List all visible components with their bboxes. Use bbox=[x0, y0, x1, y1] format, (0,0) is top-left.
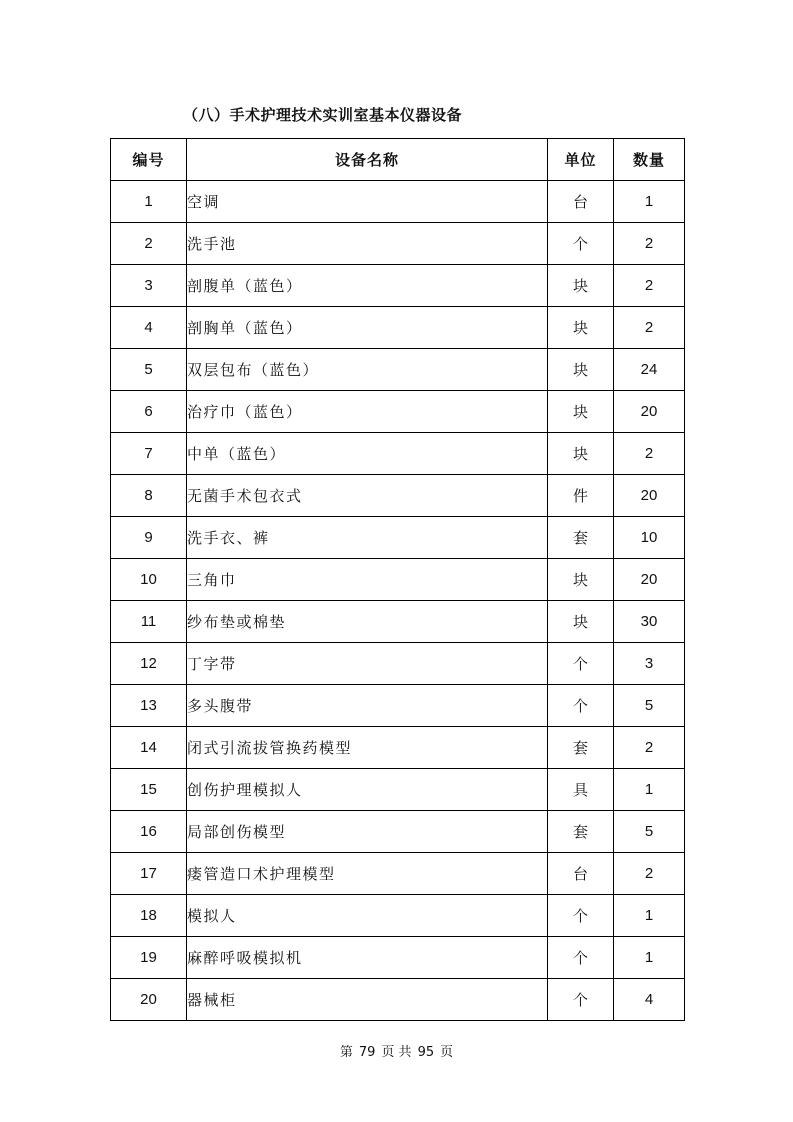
table-row bbox=[111, 433, 685, 475]
table-row bbox=[111, 223, 685, 265]
cell-number: 11 bbox=[111, 601, 187, 643]
header-name: 设备名称 bbox=[187, 139, 548, 181]
cell-name: 闭式引流拔管换药模型 bbox=[187, 727, 548, 769]
cell-name: 无菌手术包衣式 bbox=[187, 475, 548, 517]
cell-quantity: 2 bbox=[614, 307, 685, 349]
cell-number: 6 bbox=[111, 391, 187, 433]
cell-quantity: 1 bbox=[614, 895, 685, 937]
cell-unit: 个 bbox=[548, 223, 614, 265]
cell-unit: 个 bbox=[548, 895, 614, 937]
cell-quantity: 24 bbox=[614, 349, 685, 391]
cell-number: 5 bbox=[111, 349, 187, 391]
cell-unit: 套 bbox=[548, 811, 614, 853]
cell-unit: 套 bbox=[548, 517, 614, 559]
cell-name: 局部创伤模型 bbox=[187, 811, 548, 853]
cell-number: 7 bbox=[111, 433, 187, 475]
cell-name: 创伤护理模拟人 bbox=[187, 769, 548, 811]
cell-name: 模拟人 bbox=[187, 895, 548, 937]
cell-number: 8 bbox=[111, 475, 187, 517]
cell-unit: 台 bbox=[548, 853, 614, 895]
table-row bbox=[111, 727, 685, 769]
footer-prefix: 第 bbox=[339, 1045, 353, 1060]
cell-number: 16 bbox=[111, 811, 187, 853]
cell-unit: 块 bbox=[548, 391, 614, 433]
cell-name: 剖胸单（蓝色） bbox=[187, 307, 548, 349]
table-row bbox=[111, 307, 685, 349]
cell-name: 洗手衣、裤 bbox=[187, 517, 548, 559]
cell-quantity: 5 bbox=[614, 811, 685, 853]
cell-quantity: 2 bbox=[614, 265, 685, 307]
footer-middle: 页 共 bbox=[381, 1045, 412, 1060]
cell-quantity: 1 bbox=[614, 769, 685, 811]
cell-unit: 块 bbox=[548, 349, 614, 391]
cell-name: 丁字带 bbox=[187, 643, 548, 685]
table-row bbox=[111, 265, 685, 307]
cell-quantity: 1 bbox=[614, 181, 685, 223]
table-row bbox=[111, 601, 685, 643]
footer-suffix: 页 bbox=[440, 1045, 454, 1060]
table-row bbox=[111, 685, 685, 727]
cell-name: 多头腹带 bbox=[187, 685, 548, 727]
equipment-table bbox=[110, 138, 685, 1021]
cell-number: 4 bbox=[111, 307, 187, 349]
cell-quantity: 30 bbox=[614, 601, 685, 643]
cell-name: 空调 bbox=[187, 181, 548, 223]
table-row bbox=[111, 769, 685, 811]
cell-number: 1 bbox=[111, 181, 187, 223]
cell-number: 18 bbox=[111, 895, 187, 937]
cell-quantity: 5 bbox=[614, 685, 685, 727]
cell-quantity: 3 bbox=[614, 643, 685, 685]
cell-name: 器械柜 bbox=[187, 979, 548, 1021]
cell-unit: 块 bbox=[548, 601, 614, 643]
header-number: 编号 bbox=[111, 139, 187, 181]
table-row bbox=[111, 811, 685, 853]
cell-quantity: 1 bbox=[614, 937, 685, 979]
table-row bbox=[111, 937, 685, 979]
cell-number: 19 bbox=[111, 937, 187, 979]
cell-number: 12 bbox=[111, 643, 187, 685]
table-row bbox=[111, 895, 685, 937]
cell-unit: 件 bbox=[548, 475, 614, 517]
cell-unit: 块 bbox=[548, 307, 614, 349]
table-row bbox=[111, 349, 685, 391]
cell-name: 剖腹单（蓝色） bbox=[187, 265, 548, 307]
cell-unit: 个 bbox=[548, 937, 614, 979]
cell-number: 20 bbox=[111, 979, 187, 1021]
table-row bbox=[111, 559, 685, 601]
page-footer bbox=[0, 1041, 793, 1060]
cell-number: 13 bbox=[111, 685, 187, 727]
cell-number: 3 bbox=[111, 265, 187, 307]
cell-name: 双层包布（蓝色） bbox=[187, 349, 548, 391]
cell-quantity: 20 bbox=[614, 475, 685, 517]
cell-name: 瘘管造口术护理模型 bbox=[187, 853, 548, 895]
section-title: （八）手术护理技术实训室基本仪器设备 bbox=[183, 106, 463, 124]
cell-name: 麻醉呼吸模拟机 bbox=[187, 937, 548, 979]
table-row bbox=[111, 181, 685, 223]
footer-total-pages: 95 bbox=[417, 1045, 435, 1060]
cell-unit: 套 bbox=[548, 727, 614, 769]
table-row bbox=[111, 853, 685, 895]
cell-unit: 块 bbox=[548, 433, 614, 475]
cell-name: 中单（蓝色） bbox=[187, 433, 548, 475]
cell-unit: 个 bbox=[548, 685, 614, 727]
cell-quantity: 20 bbox=[614, 559, 685, 601]
cell-unit: 个 bbox=[548, 643, 614, 685]
cell-unit: 具 bbox=[548, 769, 614, 811]
cell-unit: 块 bbox=[548, 559, 614, 601]
cell-name: 洗手池 bbox=[187, 223, 548, 265]
cell-quantity: 4 bbox=[614, 979, 685, 1021]
table-row bbox=[111, 517, 685, 559]
cell-number: 17 bbox=[111, 853, 187, 895]
cell-quantity: 2 bbox=[614, 433, 685, 475]
cell-quantity: 2 bbox=[614, 223, 685, 265]
cell-number: 15 bbox=[111, 769, 187, 811]
cell-number: 14 bbox=[111, 727, 187, 769]
footer-current-page: 79 bbox=[358, 1045, 376, 1060]
cell-quantity: 2 bbox=[614, 853, 685, 895]
table-body bbox=[111, 181, 685, 1021]
cell-unit: 台 bbox=[548, 181, 614, 223]
cell-unit: 块 bbox=[548, 265, 614, 307]
header-quantity: 数量 bbox=[614, 139, 685, 181]
cell-number: 2 bbox=[111, 223, 187, 265]
cell-quantity: 10 bbox=[614, 517, 685, 559]
cell-quantity: 2 bbox=[614, 727, 685, 769]
table-row bbox=[111, 979, 685, 1021]
cell-number: 10 bbox=[111, 559, 187, 601]
table-row bbox=[111, 391, 685, 433]
table-header-row bbox=[111, 139, 685, 181]
table-row bbox=[111, 643, 685, 685]
header-unit: 单位 bbox=[548, 139, 614, 181]
cell-name: 纱布垫或棉垫 bbox=[187, 601, 548, 643]
table-row bbox=[111, 475, 685, 517]
cell-name: 治疗巾（蓝色） bbox=[187, 391, 548, 433]
cell-number: 9 bbox=[111, 517, 187, 559]
cell-quantity: 20 bbox=[614, 391, 685, 433]
cell-unit: 个 bbox=[548, 979, 614, 1021]
cell-name: 三角巾 bbox=[187, 559, 548, 601]
